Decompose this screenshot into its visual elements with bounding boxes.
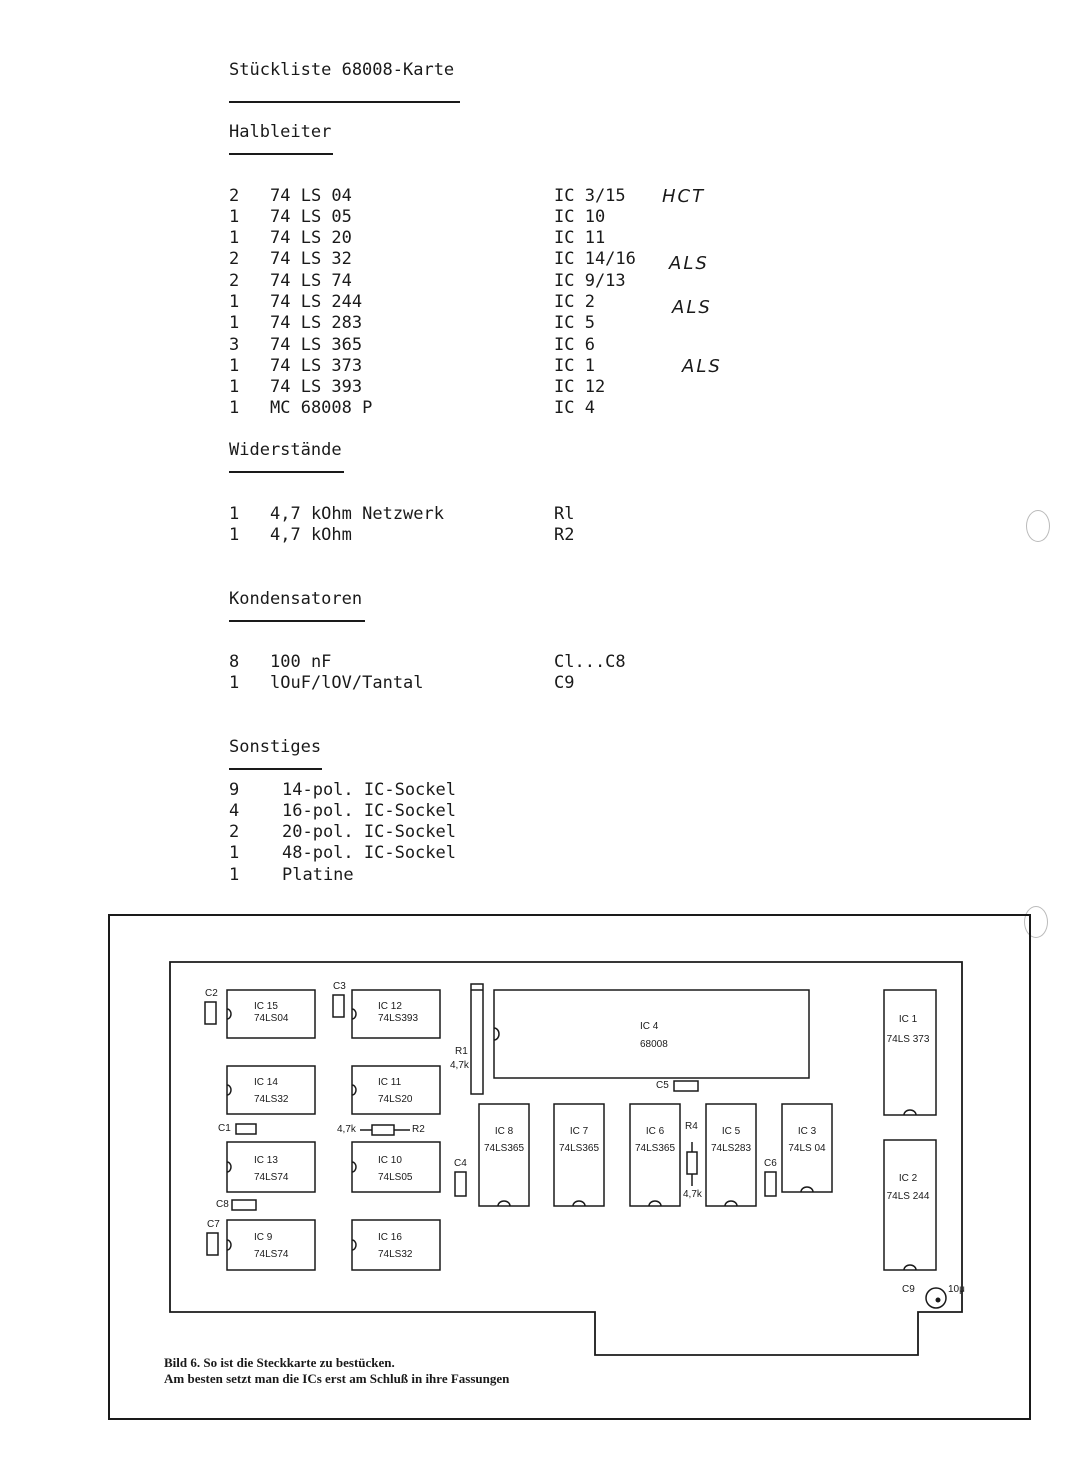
- c6-capacitor: [765, 1172, 776, 1196]
- r4-value-label: 4,7k: [683, 1189, 702, 1200]
- ic7-body: [554, 1104, 604, 1206]
- ic-label: IC 3 74LS 04: [788, 1126, 826, 1154]
- c9-tantal: [926, 1288, 946, 1308]
- c8-label: C8: [216, 1199, 229, 1210]
- c3-capacitor: [333, 995, 344, 1017]
- section-heading-kondensatoren: Kondensatoren: [229, 589, 363, 609]
- r2-label: R2: [412, 1124, 425, 1135]
- ic-label: IC 8 74LS365: [483, 1126, 525, 1154]
- figure-caption-line1: Bild 6. So ist die Steckkarte zu bestücken.: [164, 1355, 395, 1370]
- section-heading-sonstiges: Sonstiges: [229, 737, 322, 757]
- c2-capacitor: [205, 1002, 216, 1024]
- c7-label: C7: [207, 1219, 220, 1230]
- ic6-body: [630, 1104, 680, 1206]
- ic-label: IC 4 68008: [640, 1021, 668, 1050]
- ic-label: IC 11 74LS20: [378, 1077, 413, 1105]
- ic-label: IC 13 74LS74: [254, 1155, 289, 1183]
- c1-capacitor: [236, 1124, 256, 1134]
- document-title: Stückliste 68008-Karte: [229, 60, 455, 80]
- c9-label: C9: [902, 1284, 915, 1295]
- ic2-body: [884, 1140, 936, 1270]
- ic-label: IC 2 74LS 244: [886, 1173, 930, 1202]
- c8-capacitor: [232, 1200, 256, 1210]
- ic-label: IC 5 74LS283: [710, 1126, 752, 1154]
- c9-value-label: 10μ: [948, 1284, 965, 1295]
- section-heading-widerstaende: Widerstände: [229, 440, 342, 460]
- handwritten-note: HCT: [662, 186, 706, 207]
- r2-resistor: [372, 1125, 394, 1135]
- r1-network: [471, 984, 483, 1094]
- c6-label: C6: [764, 1158, 777, 1169]
- ic-label: IC 6 74LS365: [634, 1126, 676, 1154]
- section-heading-halbleiter: Halbleiter: [229, 122, 332, 142]
- ic-label: IC 12 74LS393: [378, 1001, 419, 1024]
- ic-label: IC 15 74LS04: [254, 1001, 289, 1024]
- ic-label: IC 16 74LS32: [378, 1232, 413, 1260]
- c7-capacitor: [207, 1233, 218, 1255]
- ic1-body: [884, 990, 936, 1115]
- ic-label: IC 10 74LS05: [378, 1155, 413, 1183]
- c1-label: C1: [218, 1123, 231, 1134]
- handwritten-note: ALS: [672, 297, 712, 318]
- board-outline: [170, 962, 962, 1355]
- c2-label: C2: [205, 988, 218, 999]
- c5-capacitor: [674, 1081, 698, 1091]
- c5-label: C5: [656, 1080, 669, 1091]
- r1-label: R1: [455, 1046, 468, 1057]
- c4-capacitor: [455, 1172, 466, 1196]
- ic5-body: [706, 1104, 756, 1206]
- r2-value-label: 4,7k: [337, 1124, 356, 1135]
- ic-label: IC 14 74LS32: [254, 1077, 289, 1105]
- c3-label: C3: [333, 981, 346, 992]
- handwritten-note: ALS: [682, 356, 722, 377]
- ic-label: IC 7 74LS365: [558, 1126, 600, 1154]
- r4-label: R4: [685, 1121, 698, 1132]
- ic-label: IC 1 74LS 373: [886, 1014, 930, 1045]
- c4-label: C4: [454, 1158, 467, 1169]
- r4-resistor: [687, 1152, 697, 1174]
- ic-label: IC 9 74LS74: [254, 1232, 289, 1260]
- ic8-body: [479, 1104, 529, 1206]
- figure-caption-line2: Am besten setzt man die ICs erst am Schluß in ihre Fassungen: [164, 1371, 510, 1386]
- handwritten-note: ALS: [669, 253, 709, 274]
- r1-value-label: 4,7k: [450, 1060, 469, 1071]
